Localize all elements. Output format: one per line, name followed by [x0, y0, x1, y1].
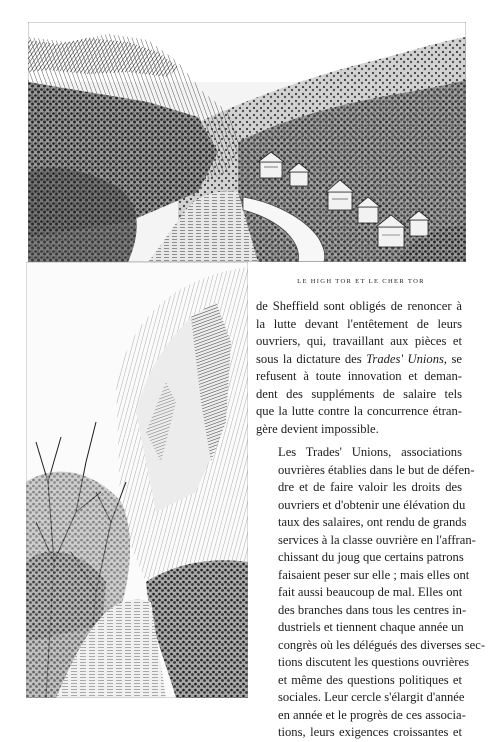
paragraph-1 — [256, 298, 462, 438]
text-line: chissant du joug que certains patrons — [278, 550, 464, 564]
text-line: de Sheffield sont obligés de renoncer à — [256, 299, 462, 313]
text-line: gère devient impossible. — [256, 421, 379, 436]
text-line: la lutte devant l'entêtement de leurs — [256, 316, 462, 331]
text-line: sociales. Leur cercle s'élargit d'année — [278, 690, 465, 704]
text-line: tions, leurs exigences croissantes et — [278, 725, 462, 739]
text-line: tions discutent les questions ouvrières — [278, 655, 469, 669]
paragraph-2 — [256, 444, 486, 742]
text-line: ouvriers et d'obtenir une élévation du — [278, 497, 466, 512]
article-body — [256, 298, 486, 742]
text-line: Les Trades' Unions, associations — [278, 445, 462, 459]
top-engraving-illustration — [28, 22, 466, 262]
text-line: dre et de faire valoir les droits des — [278, 480, 462, 494]
text-line: faisaient peser sur elle ; mais elles ont — [278, 567, 470, 582]
text-line: dent des suppléments de salaire tels — [256, 386, 462, 401]
italic-term: Trades' Unions, — [366, 351, 448, 366]
text-line: dustriels et tiennent chaque année un — [278, 620, 464, 634]
text-fragment: se — [447, 351, 463, 366]
text-line: taux des salaires, ont rendu de grands — [278, 515, 467, 529]
text-line: ouvrières établies dans le but de défen- — [278, 462, 475, 477]
text-fragment: sous la dictature des — [256, 351, 367, 366]
text-line: services à la classe ouvrière en l'affran- — [278, 532, 476, 547]
text-line: ouvriers, qui, travaillant aux pièces et — [256, 334, 462, 348]
bottom-engraving-illustration — [26, 262, 248, 698]
text-line — [256, 351, 462, 369]
illustration-caption: LE HIGH TOR ET LE CHER TOR — [297, 278, 425, 285]
text-line: que la lutte contre la concurrence étran- — [256, 404, 462, 418]
text-line: refusent à toute innovation et deman- — [256, 369, 462, 383]
text-line: congrès où les délégués des diverses sec- — [278, 637, 486, 652]
text-line: et même des questions politiques et — [278, 672, 462, 687]
text-line: des branches dans tous les centres in- — [278, 602, 467, 617]
text-line: fait aussi beaucoup de mal. Elles ont — [278, 585, 463, 599]
text-line: en année et le progrès de ces associa- — [278, 707, 466, 722]
